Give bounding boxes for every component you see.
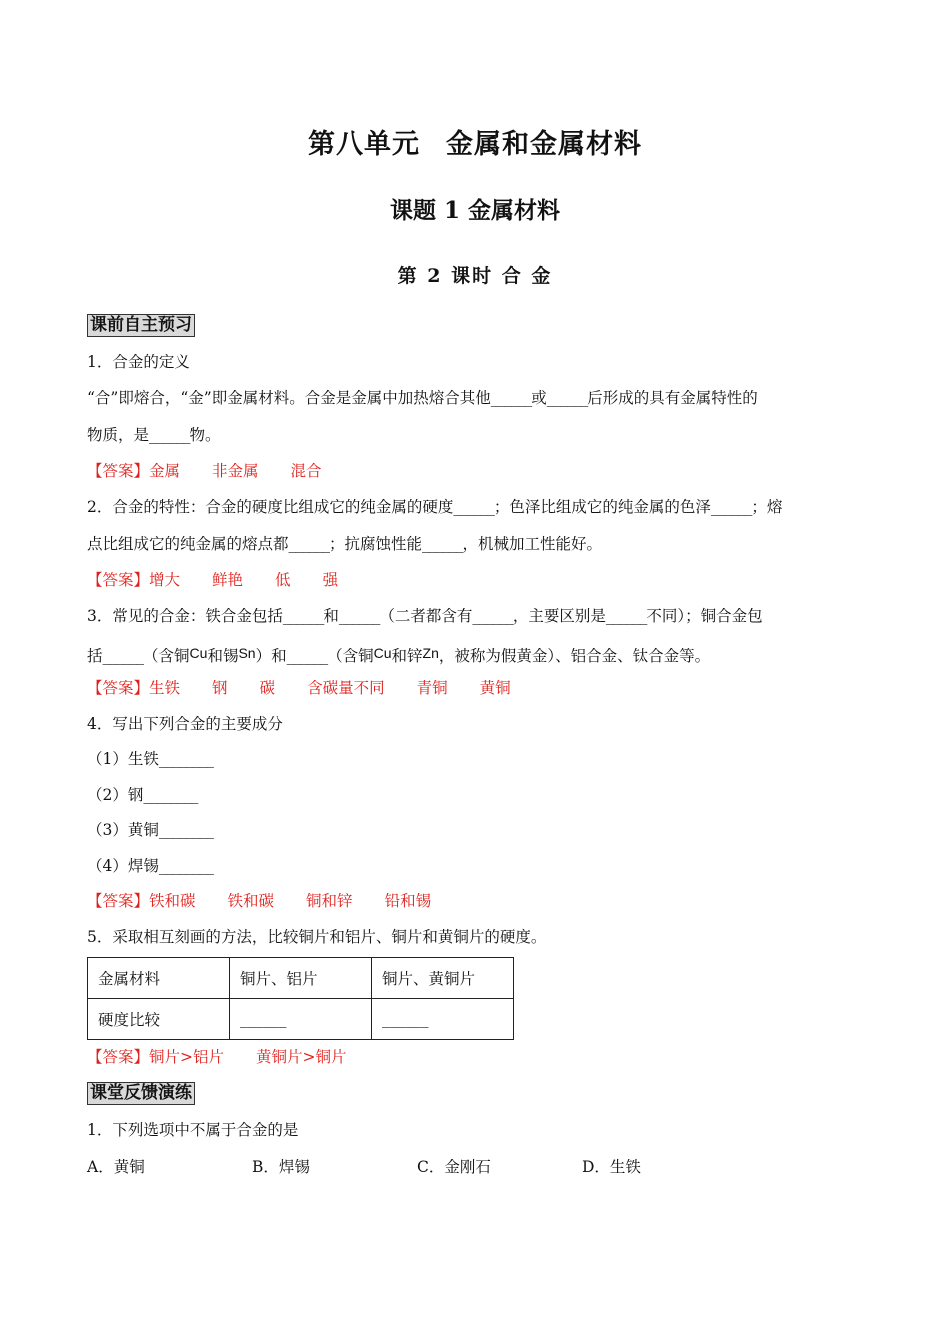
- option-a: A．黄铜: [87, 1158, 145, 1176]
- q5-answer: 【答案】铜片>铝片 黄铜片>铜片: [87, 1048, 347, 1066]
- q4-item-3: （3）黄铜________: [87, 821, 213, 839]
- q4-answer: 【答案】铁和碳 铁和碳 铜和锌 铅和锡: [87, 892, 432, 910]
- q3-line-1: 3．常见的合金：铁合金包括______和______（二者都含有______，主要区别是______不同）；铜合金包: [87, 607, 763, 625]
- section-practice: 课堂反馈演练: [87, 1082, 195, 1105]
- q4-item-1: （1）生铁________: [87, 750, 213, 768]
- unit-title-name: 金属和金属材料: [446, 129, 642, 160]
- q4-item-2: （2）钢________: [87, 786, 198, 804]
- q5-heading: 5．采取相互刻画的方法，比较铜片和铝片、铜片和黄铜片的硬度。: [87, 928, 547, 946]
- unit-title-number: 第八单元: [308, 129, 420, 160]
- q4-item-4: （4）焊锡________: [87, 857, 213, 875]
- q1-heading: 1．合金的定义: [87, 353, 190, 371]
- q4-heading: 4．写出下列合金的主要成分: [87, 715, 283, 733]
- option-c: C．金刚石: [417, 1158, 491, 1176]
- table-row: [88, 958, 514, 999]
- table-row: [88, 999, 514, 1040]
- q2-line-2: 点比组成它的纯金属的熔点都______；抗腐蚀性能______，机械加工性能好。: [87, 535, 603, 553]
- table-cell: ______: [372, 999, 514, 1040]
- section-preview: 课前自主预习: [87, 314, 195, 337]
- q2-line-1: 2．合金的特性：合金的硬度比组成它的纯金属的硬度______；色泽比组成它的纯金属的色泽______；熔: [87, 498, 783, 516]
- table-cell: 硬度比较: [88, 999, 230, 1040]
- q2-answer: 【答案】增大 鲜艳 低 强: [87, 571, 339, 589]
- table-cell: 铜片、铝片: [230, 958, 372, 999]
- q1-line-1: “合”即熔合，“金”即金属材料。合金是金属中加热熔合其他______或______后形成的具有金属特性的: [87, 389, 758, 407]
- practice-q1-stem: 1．下列选项中不属于合金的是: [87, 1121, 299, 1139]
- option-d: D．生铁: [582, 1158, 641, 1176]
- q1-answer: 【答案】金属 非金属 混合: [87, 462, 322, 480]
- table-cell: 金属材料: [88, 958, 230, 999]
- lesson-title: 第 2 课时 合 金: [397, 265, 553, 287]
- table-cell: ______: [230, 999, 372, 1040]
- option-b: B．焊锡: [252, 1158, 310, 1176]
- q3-line-2: 括______（含铜Cu和锡Sn）和______（含铜Cu和锌Zn，被称为假黄金）、铝合金、钛合金等。: [87, 645, 711, 665]
- table-cell: 铜片、黄铜片: [372, 958, 514, 999]
- q1-line-2: 物质，是______物。: [87, 426, 221, 444]
- topic-title: 课题 1 金属材料: [389, 197, 561, 224]
- unit-title: [0, 122, 950, 161]
- q3-answer: 【答案】生铁 钢 碳 含碳量不同 青铜 黄铜: [87, 679, 511, 697]
- hardness-table: [87, 957, 514, 1040]
